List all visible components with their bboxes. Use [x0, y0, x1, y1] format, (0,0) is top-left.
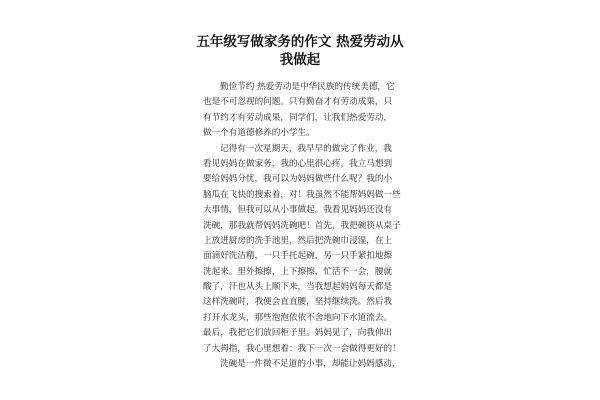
text-line: 大事情，但我可以从小事做起。我看见妈妈还没有: [203, 205, 393, 216]
text-line: 了大拇指，我心里想着：我下一次一会做得更好的！: [203, 343, 401, 354]
text-line: 酸了，汗也从头上顺下来，当我想起妈妈每天都是: [203, 282, 393, 293]
text-line: 记得有一次星期天，我早早的做完了作业，我: [220, 143, 392, 154]
text-line: 最后，我把它们放回柜子里。妈妈见了，向我伸出: [203, 328, 393, 339]
text-line: 要给妈妈分忧，我可以为妈妈做些什么呢？我的小: [203, 174, 393, 185]
text-line: 脑瓜在飞快的搜索着，对！我虽然不能帮妈妈做一些: [203, 189, 401, 200]
text-line: 有节约才有劳动成果，同学们，让我们热爱劳动，: [203, 112, 393, 123]
document-title-line-2: 我做起: [279, 52, 321, 68]
text-line: 洗碗是一件微不足道的小事，却能让妈妈感动，: [220, 359, 401, 370]
text-line: 上放进厨房的洗手池里，然后把洗碗巾浸湿，在上: [203, 235, 393, 246]
text-line: 这样洗碗时，我便会直直腰，坚持继续洗。然后我: [203, 297, 393, 308]
document-title-line-1: 五年级写做家务的作文 热爱劳动从: [196, 34, 404, 50]
text-line: 打开水龙头，那些泡泡依依不舍地向下水道流去。: [203, 312, 393, 323]
text-line: 勤俭节约 热爱劳动是中华民族的传统美德，它: [220, 82, 395, 92]
text-line: 看见妈妈在做家务，我的心里很心疼，我立马想到: [203, 158, 393, 169]
text-line: 洗起来。里外擦擦，上下擦擦，忙活不一会，腰就: [203, 266, 393, 277]
text-line: 洗碗，那我就帮妈妈洗碗吧！首先，我把碗筷从桌子: [203, 220, 401, 231]
text-line: 也是不可忽视的问题。只有勤奋才有劳动成果，只: [203, 97, 393, 108]
text-line: 面滴好洗洁精，一只手托起碗，另一只手紧扣地擦: [203, 251, 393, 262]
document-body: [203, 80, 408, 372]
text-line: 做一个有道德修养的小学生。: [203, 128, 315, 139]
